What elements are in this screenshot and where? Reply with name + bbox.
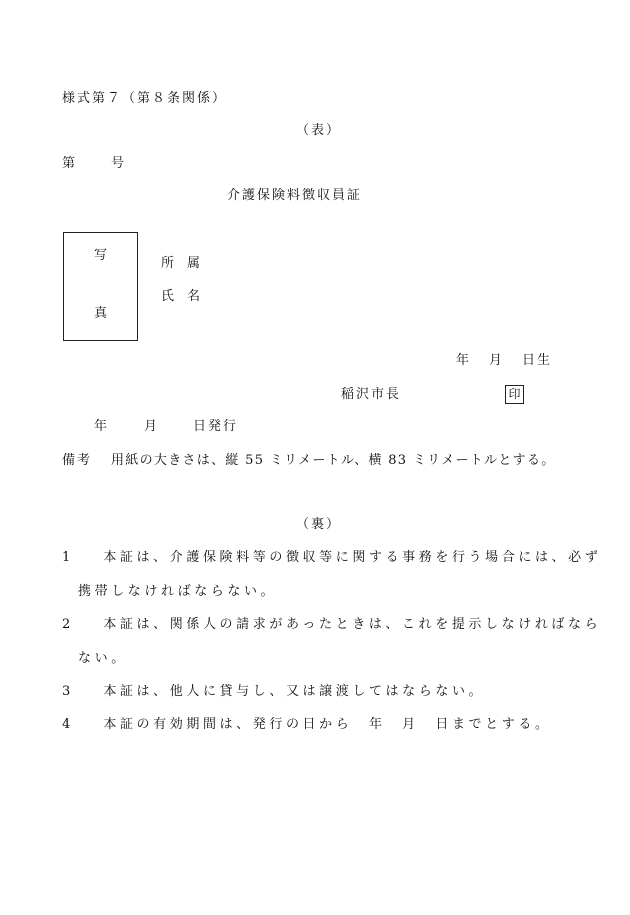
back-item-text: 本証の有効期間は、発行の日から 年 月 日までとする。 [103,717,552,732]
affiliation-label: 所 属 [161,256,201,271]
back-item-1 [62,551,601,564]
back-item-number: 3 [62,684,74,699]
issuer-name: 稲沢市長 [341,387,402,402]
photo-label-bottom: 真 [94,306,108,321]
back-item-1-cont: 携帯しなければならない。 [78,584,278,599]
front-label: （表） [296,123,342,138]
note-text: 用紙の大きさは、縦 55 ミリメートル、横 83 ミリメートルとする。 [111,453,556,468]
back-item-text: 本証は、他人に貸与し、又は譲渡してはならない。 [103,684,486,699]
back-item-text: 本証は、関係人の請求があったときは、これを提示しなければなら [103,617,602,632]
back-item-number: 2 [62,617,74,632]
number-dai: 第 [62,156,76,171]
photo-label-top: 写 [94,248,108,263]
birth-month: 月 [489,353,503,368]
back-item-number: 1 [62,550,74,565]
seal-mark: 印 [505,385,524,404]
back-item-text: 本証は、介護保険料等の徴収等に関する事務を行う場合には、必ず [103,550,602,565]
back-item-2-cont: ない。 [78,651,128,666]
back-item-4 [62,718,552,731]
form-label: 様式第７（第８条関係） [62,91,228,106]
name-label: 氏 名 [161,289,201,304]
back-item-number: 4 [62,717,74,732]
birth-year: 年 [456,353,470,368]
issue-day: 日発行 [193,419,239,434]
issue-month: 月 [144,419,158,434]
card-title: 介護保険料徴収員証 [227,188,363,203]
issue-year: 年 [94,419,108,434]
back-label: （裏） [296,517,342,532]
number-go: 号 [111,156,125,171]
back-item-3 [62,685,485,698]
back-item-2 [62,618,601,631]
note-label: 備考 [62,453,93,468]
birth-day: 日生 [522,353,553,368]
photo-box [63,232,138,341]
